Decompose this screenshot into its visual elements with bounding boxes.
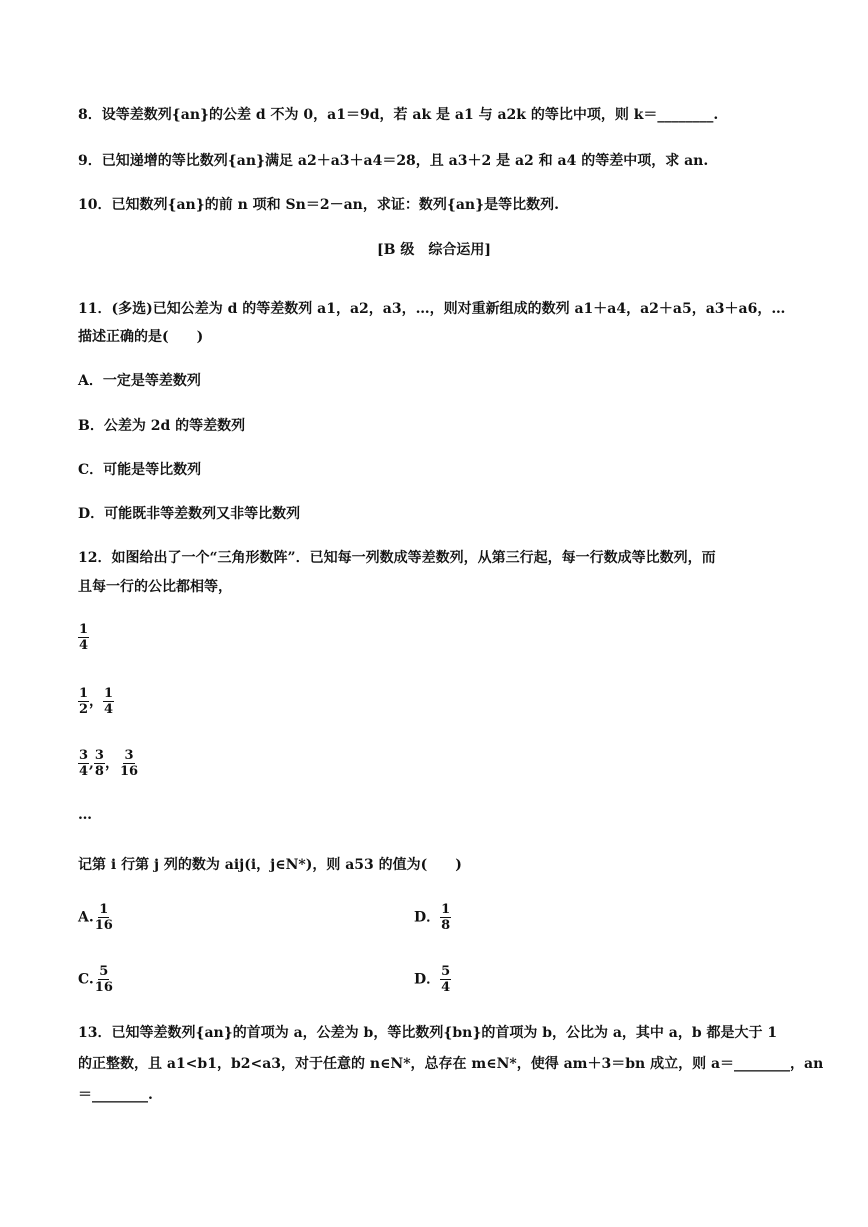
fraction: $\frac{3}{8}$: [94, 748, 104, 779]
fraction: $\frac{1}{4}$: [104, 686, 114, 717]
option-label: C.: [78, 971, 94, 988]
question-12-line1: [78, 549, 716, 567]
option-label: D．: [414, 909, 441, 926]
question-13-text: 已知等差数列{an}的首项为 a，公差为 b，等比数列{bn}的首项为 b，公比为 a，其中 a，b 都是大于 1: [111, 1025, 778, 1041]
option-b: [78, 417, 245, 435]
fraction: $\frac{3}{4}$: [79, 748, 89, 779]
question-number: 8．: [78, 107, 102, 123]
fraction: $\frac{5}{16}$: [94, 964, 113, 995]
question-number: 11．: [78, 301, 112, 317]
option-d: [78, 505, 300, 523]
fraction: $\frac{1}{2}$: [79, 686, 89, 717]
triangle-row-2: $\frac{1}{2}$ ， $\frac{1}{4}$: [79, 686, 114, 717]
fraction: $\frac{1}{16}$: [94, 902, 113, 933]
question-13-line3: ＝________.: [78, 1087, 153, 1103]
option-d: [414, 964, 451, 995]
section-heading: [B 级 综合运用]: [377, 242, 491, 258]
option-text: 可能是等比数列: [103, 462, 202, 478]
option-label: A．: [78, 373, 103, 389]
fraction: $\frac{1}{8}$: [441, 902, 451, 933]
option-c: [78, 461, 201, 479]
question-number: 12．: [78, 550, 112, 566]
question-11-text: (多选)已知公差为 d 的等差数列 a1，a2，a3，…，则对重新组成的数列 a1＋a4，a2＋a5，a3＋a6，…: [111, 301, 786, 317]
option-d: [414, 902, 451, 933]
question-number: 13．: [78, 1025, 112, 1041]
option-text: 可能既非等差数列又非等比数列: [104, 506, 301, 522]
question-11-line1: [78, 300, 785, 318]
question-12-line2: 且每一行的公比都相等，: [78, 579, 232, 595]
question-11-line2: 描述正确的是( ): [78, 329, 204, 345]
question-9-text: 已知递增的等比数列{an}满足 a2＋a3＋a4＝28，且 a3＋2 是 a2 和 a4 的等差中项，求 an.: [101, 153, 709, 169]
option-text: 公差为 2d 的等差数列: [103, 418, 246, 434]
question-9: [78, 152, 708, 170]
question-8: [78, 106, 718, 124]
triangle-row-3: $\frac{3}{4}$ , $\frac{3}{8}$ ， $\frac{3}{16}$: [79, 748, 139, 779]
triangle-row-1: [78, 622, 89, 653]
fraction: $\frac{3}{16}$: [119, 748, 139, 779]
triangle-ellipsis: …: [78, 807, 92, 823]
question-13-line2: 的正整数，且 a1<b1，b2<a3，对于任意的 n∈N*，总存在 m∈N*，使得 am＋3＝bn 成立，则 a＝________，an: [78, 1056, 824, 1072]
option-label: B．: [78, 418, 104, 434]
fraction: $\frac{1}{4}$: [79, 622, 89, 653]
question-number: 10．: [78, 197, 112, 213]
question-10-text: 已知数列{an}的前 n 项和 Sn＝2－an，求证：数列{an}是等比数列.: [111, 197, 559, 213]
fraction: $\frac{5}{4}$: [441, 964, 451, 995]
option-c: [78, 964, 114, 995]
question-10: [78, 196, 559, 214]
question-8-text: 设等差数列{an}的公差 d 不为 0，a1＝9d，若 ak 是 a1 与 a2k 的等比中项，则 k＝________.: [101, 107, 719, 123]
option-a: [78, 372, 201, 390]
question-number: 9．: [78, 153, 102, 169]
option-a: [78, 902, 114, 933]
option-label: A.: [78, 909, 94, 926]
question-12-prompt: 记第 i 行第 j 列的数为 aij(i，j∈N*)，则 a53 的值为( ): [78, 857, 462, 873]
option-label: D．: [414, 971, 441, 988]
option-text: 一定是等差数列: [102, 373, 201, 389]
question-13-line1: [78, 1024, 777, 1042]
question-12-text: 如图给出了一个“三角形数阵”．已知每一列数成等差数列，从第三行起，每一行数成等比数列，而: [111, 550, 716, 566]
option-label: C．: [78, 462, 104, 478]
option-label: D．: [78, 506, 105, 522]
